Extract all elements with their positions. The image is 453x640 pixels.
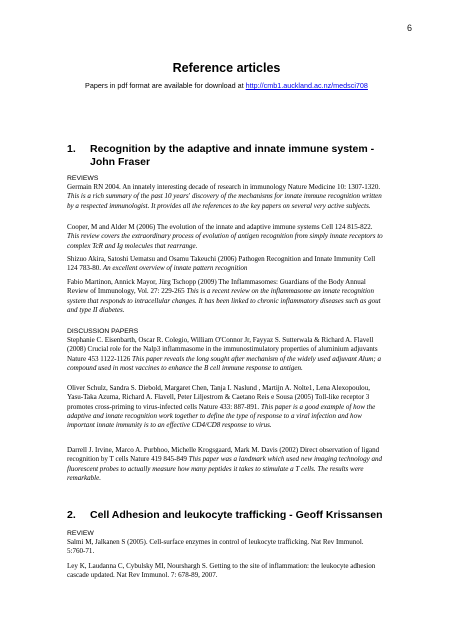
reference-annotation: This review covers the extraordinary process of evolution of antigen recognition from simply innate receptors to complex TcR and Ig molecules that rearrange.: [67, 232, 383, 250]
section-number: 1.: [67, 143, 76, 155]
reference-entry: [67, 384, 383, 430]
reference-citation: Ley K, Laudanna C, Cybulsky MI, Nourshargh S. Getting to the site of inflammation: the leukocyte adhesion cascade updated. Nat Rev Immunol. 7: 678-89, 2007.: [67, 562, 376, 580]
reference-entry: [67, 336, 383, 373]
reference-citation: Darrell J. Irvine, Marco A. Purbhoo, Michelle Krogsgaard, Mark M. Davis (2002) Direct observation of ligand recognition by T cells Nature 419 845-849: [67, 446, 380, 464]
reference-annotation: This paper reveals the long sought after mechanism of the widely used adjuvant Alum; a compound used in most vaccines to enhance the B cell immune response to antigen.: [67, 354, 382, 372]
download-note-text: Papers in pdf format are available for download at: [85, 81, 246, 90]
reference-citation: Cooper, M and Alder M (2006) The evolution of the innate and adaptive immune systems Cell 124 815-822.: [67, 223, 373, 231]
download-note: [0, 81, 453, 90]
reference-entry: [67, 223, 383, 251]
reference-annotation: This paper was a landmark which used new imaging technology and fluorescent probes to actually measure how many peptides it takes to stimulate a T cells. The results were remarkable.: [67, 455, 383, 482]
group-label-review: REVIEW: [67, 530, 94, 537]
group-label-reviews: REVIEWS: [67, 175, 99, 182]
reference-citation: Fabio Martinon, Annick Mayor, Jürg Tschopp (2009) The Inflammasomes: Guardians of the Body Annual Review of Immunology, Vol. 27: 229-265: [67, 278, 366, 296]
reference-citation: Salmi M, Jalkanen S (2005). Cell-surface enzymes in control of leukocyte trafficking. Nat Rev Immunol. 5:760-71.: [67, 538, 364, 556]
reference-citation: Stephanie C. Eisenbarth, Oscar R. Colegio, William O'Connor Jr, Fayyaz S. Sutterwala & Richard A. Flavell (2008) Crucial role for the Nalp3 inflammasome in the immunostimulatory properties of aluminium adjuvants Nature 453 1122-1126: [67, 336, 378, 363]
section-heading-author: John Fraser: [90, 155, 151, 168]
reference-citation: Shizuo Akira, Satoshi Uematsu and Osamu Takeuchi (2006) Pathogen Recognition and Innate Immunity Cell 124 783-80.: [67, 255, 376, 273]
page-number: 6: [406, 23, 412, 33]
page-title: Reference articles: [172, 61, 281, 75]
reference-annotation: This paper is a good example of how the adaptive and innate recognition work together to define the type of response to a viral infection and how important innate immunity is to an effective CD4/CD8 response to virus.: [67, 402, 376, 430]
reference-citation: Oliver Schulz, Sandra S. Diebold, Margaret Chen, Tanja I. Naslund , Martijn A. Nolte1, Lena Alexopoulou, Yasu-Taka Azuma, Richard A. Flavell, Peter Liljestrom & Caetano Reis e Sousa (2005) Toll-like receptor 3 promotes cross-priming to virus-infected cells Nature 433: 887-891.: [67, 384, 370, 411]
reference-entry: [67, 538, 383, 557]
section-number: 2.: [67, 509, 76, 521]
group-label-discussion-papers: DISCUSSION PAPERS: [67, 328, 139, 335]
section-heading-text: Cell Adhesion and leukocyte trafficking - Geoff Krissansen: [90, 509, 383, 521]
section-heading-text: Recognition by the adaptive and innate immune system -: [90, 143, 375, 155]
reference-entry: [67, 562, 383, 581]
reference-entry: [67, 278, 383, 315]
reference-annotation: This is a rich summary of the past 10 years' discovery of the mechanisms for innate immune recognition written by a respected immunologist. It provides all the references to the key papers on several very active subjects.: [67, 192, 382, 210]
reference-entry: [67, 255, 383, 274]
reference-citation: Germain RN 2004. An innately interesting decade of research in immunology Nature Medicine 10: 1307-1320.: [67, 183, 381, 191]
section-heading-2: [67, 509, 407, 522]
reference-entry: [67, 446, 383, 483]
section-heading-1: [67, 143, 407, 168]
reference-entry: [67, 183, 383, 211]
download-link[interactable]: http://cmb1.auckland.ac.nz/medsci708: [245, 81, 368, 90]
reference-annotation: An excellent overview of innate pattern recognition: [102, 264, 248, 273]
reference-annotation: This is a recent review on the inflammasome an innate recognition system that responds to intracellular changes. It has been linked to chronic inflammatory diseases such as gout and type II diabetes.: [67, 287, 381, 314]
